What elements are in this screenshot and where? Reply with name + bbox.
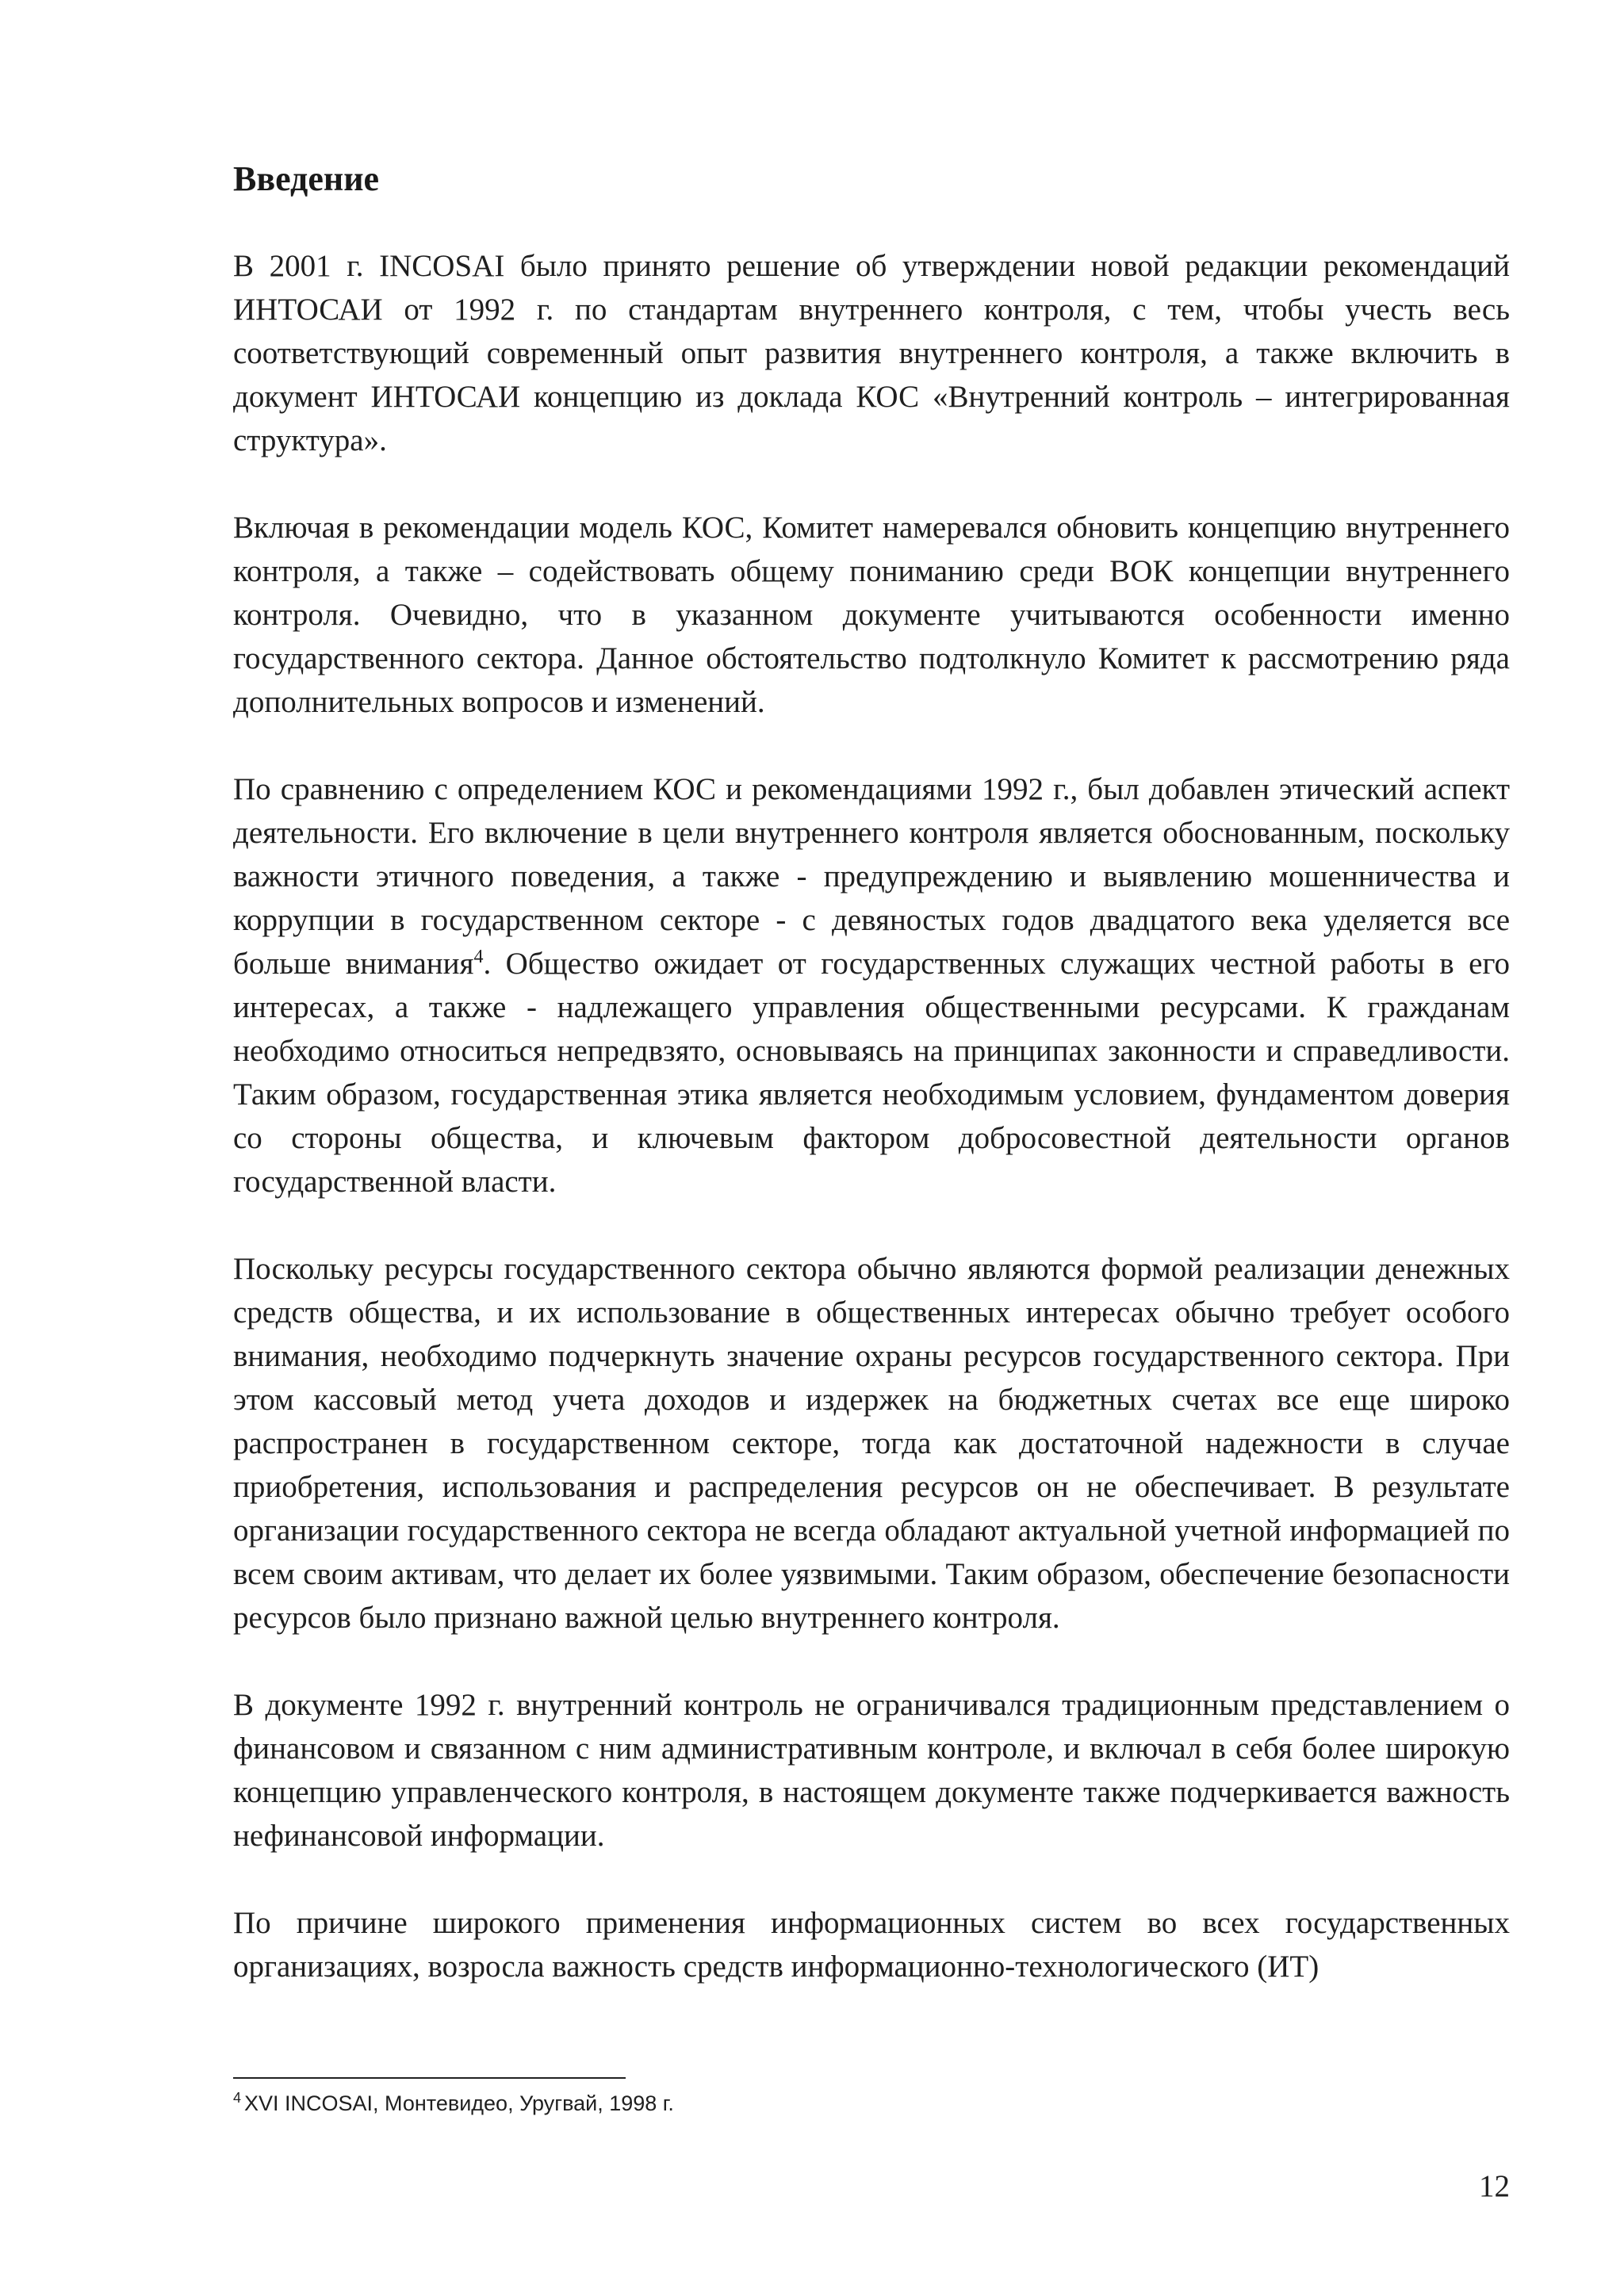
- paragraph-3: [233, 767, 1510, 1203]
- paragraph-3-text-before-ref: По сравнению с определением КОС и рекомендациями 1992 г., был добавлен этический аспект деятельности. Его включение в цели внутреннего контроля является обоснованным, поскольку важности этичного поведения, а также - предупреждению и выявлению мошенничества и коррупции в государственном секторе - с девяностых годов двадцатого века уделяется все больше внимания: [233, 772, 1510, 981]
- footnote-number: 4: [233, 2090, 242, 2106]
- footnote-text: XVI INCOSAI, Монтевидео, Уругвай, 1998 г.: [244, 2091, 674, 2115]
- section-heading: Введение: [233, 159, 380, 198]
- footnote: [233, 2088, 674, 2118]
- page-body: [233, 155, 1510, 1988]
- paragraph-1: В 2001 г. INCOSAI было принято решение об утверждении новой редакции рекомендаций ИНТОСАИ от 1992 г. по стандартам внутреннего контроля, с тем, чтобы учесть весь соответствующий современный опыт развития внутреннего контроля, а также включить в документ ИНТОСАИ концепцию из доклада КОС «Внутренний контроль – интегрированная структура».: [233, 249, 1510, 457]
- paragraph-2: Включая в рекомендации модель КОС, Комитет намеревался обновить концепцию внутреннего контроля, а также – содействовать общему пониманию среди ВОК концепции внутреннего контроля. Очевидно, что в указанном документе учитываются особенности именно государственного сектора. Данное обстоятельство подтолкнуло Комитет к рассмотрению ряда дополнительных вопросов и изменений.: [233, 511, 1510, 719]
- page-number: 12: [1479, 2169, 1510, 2203]
- paragraph-4: Поскольку ресурсы государственного сектора обычно являются формой реализации денежных средств общества, и их использование в общественных интересах обычно требует особого внимания, необходимо подчеркнуть значение охраны ресурсов государственного сектора. При этом кассовый метод учета доходов и издержек на бюджетных счетах все еще широко распространен в государственном секторе, тогда как достаточной надежности в случае приобретения, использования и распределения ресурсов он не обеспечивает. В результате организации государственного сектора не всегда обладают актуальной учетной информацией по всем своим активам, что делает их более уязвимыми. Таким образом, обеспечение безопасности ресурсов было признано важной целью внутреннего контроля.: [233, 1252, 1510, 1635]
- paragraph-3-text-after-ref: . Общество ожидает от государственных служащих честной работы в его интересах, а также - надлежащего управления общественными ресурсами. К гражданам необходимо относиться непредвзято, основываясь на принципах законности и справедливости. Таким образом, государственная этика является необходимым условием, фундаментом доверия со стороны общества, и ключевым фактором добросовестной деятельности органов государственной власти.: [233, 947, 1510, 1199]
- footnote-separator: [233, 2077, 626, 2079]
- footnote-reference[interactable]: 4: [473, 947, 484, 967]
- paragraph-5: В документе 1992 г. внутренний контроль не ограничивался традиционным представлением о финансовом и связанном с ним административным контроле, и включал в себя более широкую концепцию управленческого контроля, в настоящем документе также подчеркивается важность нефинансовой информации.: [233, 1688, 1510, 1853]
- paragraph-6: По причине широкого применения информационных систем во всех государственных организациях, возросла важность средств информационно-технологического (ИТ): [233, 1906, 1510, 1984]
